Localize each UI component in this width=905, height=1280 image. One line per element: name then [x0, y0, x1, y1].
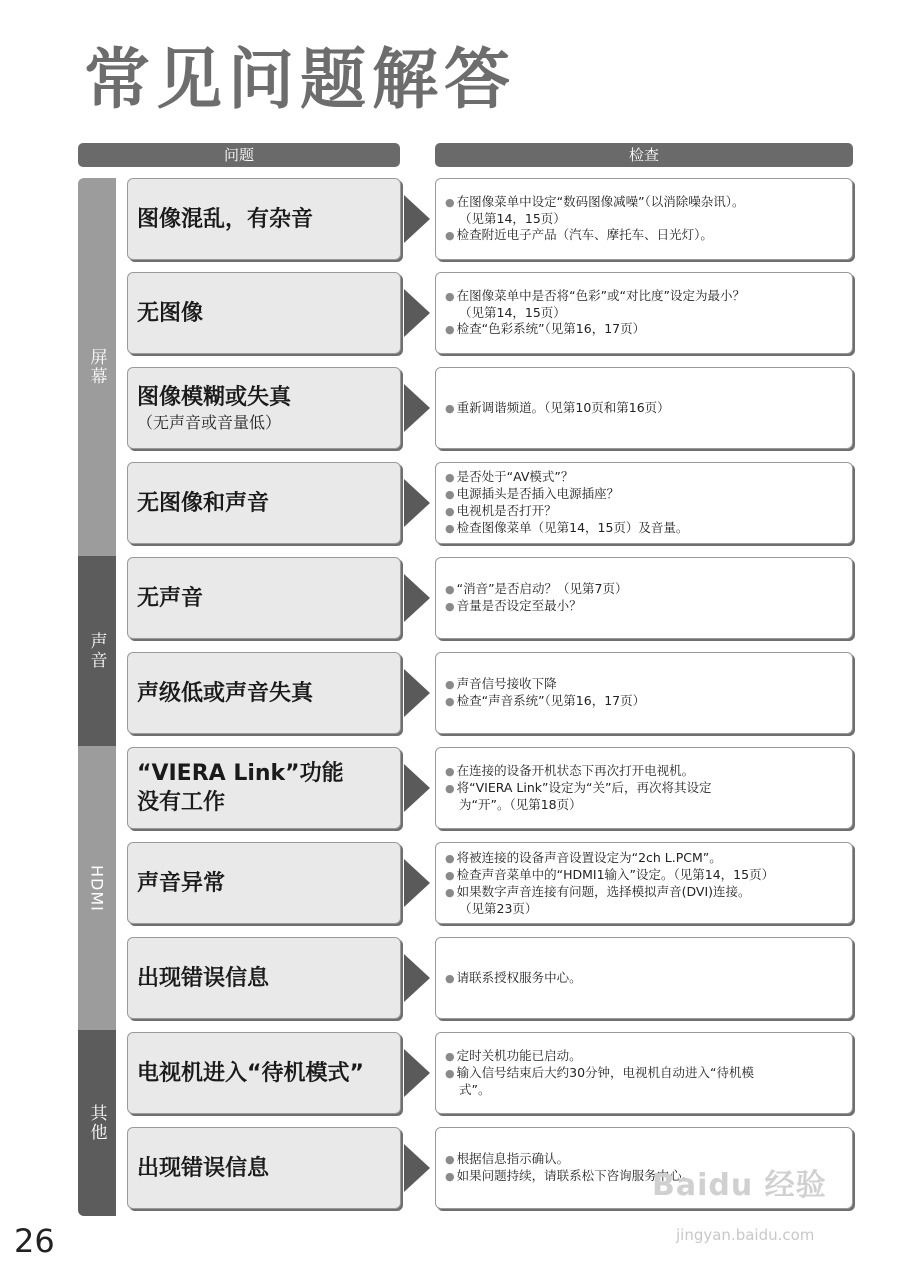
- question-box: [127, 1127, 401, 1209]
- bullet-icon: ●: [445, 695, 455, 708]
- check-item: ● 是否处于“AV模式”？: [445, 469, 574, 484]
- category-other: [78, 1030, 116, 1216]
- check-item: ● 检查声音菜单中的“HDMI1输入”设定。（见第14，15页）: [445, 866, 775, 882]
- faq-row: [127, 747, 855, 831]
- bullet-icon: ●: [445, 1050, 455, 1063]
- check-item: ● 在连接的设备开机状态下再次打开电视机。: [445, 763, 695, 778]
- check-item: ● 如果问题持续，请联系松下咨询服务中心。: [445, 1168, 695, 1183]
- check-item-continuation: 式”。: [459, 1082, 491, 1097]
- bullet-icon: ●: [445, 522, 455, 535]
- bullet-icon: ●: [445, 505, 455, 518]
- faq-row: [127, 652, 855, 736]
- category-hdmi: [78, 746, 116, 1030]
- check-item: ● 电视机是否打开？: [445, 503, 557, 518]
- check-item: ● 检查“色彩系统”（见第16，17页）: [445, 321, 646, 336]
- check-item: ● 音量是否设定至最小？: [445, 598, 582, 613]
- question-box: [127, 178, 401, 260]
- check-item: ● 输入信号结束后大约30分钟，电视机自动进入“待机模: [445, 1065, 754, 1080]
- question-text: 电视机进入“待机模式”: [137, 1060, 364, 1086]
- question-text: 无图像: [137, 300, 204, 326]
- question-text: 图像模糊或失真: [137, 384, 292, 410]
- category-hdmi-label: HDMI: [87, 864, 107, 912]
- bullet-icon: ●: [445, 678, 455, 691]
- faq-row: [127, 842, 855, 926]
- arrow-right-icon: [404, 574, 430, 622]
- arrow-right-icon: [404, 384, 430, 432]
- check-item: ● “消音”是否启动？（见第7页）: [445, 581, 628, 596]
- check-item-continuation: （见第23页）: [459, 900, 538, 916]
- arrow-right-icon: [404, 195, 430, 243]
- question-box: [127, 367, 401, 449]
- watermark-url: jingyan.baidu.com: [676, 1226, 815, 1244]
- question-text: 声音异常: [137, 870, 226, 896]
- bullet-icon: ●: [445, 196, 455, 209]
- check-item-continuation: （见第14，15页）: [459, 305, 566, 320]
- question-text: 无图像和声音: [137, 490, 270, 516]
- question-box: [127, 652, 401, 734]
- category-sound-label: 声音: [86, 632, 107, 670]
- faq-row: [127, 272, 855, 356]
- bullet-icon: ●: [445, 868, 455, 882]
- arrow-right-icon: [404, 669, 430, 717]
- question-text: 声级低或声音失真: [137, 680, 314, 706]
- question-text: “VIERA Link”功能: [137, 761, 344, 786]
- question-box: [127, 1032, 401, 1114]
- faq-row: [127, 462, 855, 546]
- check-box: [435, 747, 853, 829]
- bullet-icon: ●: [445, 401, 455, 415]
- check-item: ● 如果数字声音连接有问题，选择模拟声音(DVI)连接。: [445, 883, 751, 899]
- check-item: ● 定时关机功能已启动。: [445, 1048, 582, 1063]
- check-item: ● 检查“声音系统”（见第16，17页）: [445, 693, 646, 708]
- check-item: ● 声音信号接收下降: [445, 676, 557, 691]
- question-box: [127, 462, 401, 544]
- bullet-icon: ●: [445, 1153, 455, 1166]
- check-item-continuation: （见第14，15页）: [459, 211, 566, 226]
- check-item: ● 请联系授权服务中心。: [445, 969, 582, 985]
- question-text: 无声音: [137, 585, 204, 611]
- bullet-icon: ●: [445, 488, 455, 501]
- question-subtext: （无声音或音量低）: [137, 412, 282, 432]
- check-item: ● 将被连接的设备声音设置设定为“2ch L.PCM”。: [445, 849, 722, 865]
- arrow-right-icon: [404, 1049, 430, 1097]
- category-screen: [78, 178, 116, 556]
- category-screen-label: 屏幕: [86, 348, 107, 386]
- arrow-right-icon: [404, 479, 430, 527]
- check-item: ● 在图像菜单中是否将“色彩”或“对比度”设定为最小？: [445, 288, 746, 303]
- bullet-icon: ●: [445, 1170, 455, 1183]
- check-box: [435, 652, 853, 734]
- bullet-icon: ●: [445, 229, 455, 242]
- question-box: [127, 747, 401, 829]
- bullet-icon: ●: [445, 583, 455, 596]
- question-box: [127, 557, 401, 639]
- faq-row: [127, 557, 855, 641]
- arrow-right-icon: [404, 859, 430, 907]
- bullet-icon: ●: [445, 1067, 455, 1080]
- category-other-label: 其他: [86, 1104, 107, 1142]
- bullet-icon: ●: [445, 782, 455, 795]
- check-item: ● 根据信息指示确认。: [445, 1151, 570, 1166]
- bullet-icon: ●: [445, 600, 455, 613]
- question-text: 出现错误信息: [137, 965, 270, 991]
- page-number: 26: [14, 1222, 55, 1260]
- bullet-icon: ●: [445, 765, 455, 778]
- question-box: [127, 272, 401, 354]
- check-box: [435, 272, 853, 354]
- bullet-icon: ●: [445, 885, 455, 899]
- check-box: [435, 178, 853, 260]
- arrow-right-icon: [404, 289, 430, 337]
- check-box: [435, 937, 853, 1019]
- bullet-icon: ●: [445, 290, 455, 303]
- check-column-header: 检查: [435, 143, 853, 167]
- bullet-icon: ●: [445, 471, 455, 484]
- question-box: [127, 937, 401, 1019]
- watermark-logo: Baidu 经验: [652, 1168, 827, 1203]
- check-box: [435, 367, 853, 449]
- arrow-right-icon: [404, 954, 430, 1002]
- question-text: 图像混乱，有杂音: [137, 206, 314, 232]
- arrow-right-icon: [404, 1144, 430, 1192]
- bullet-icon: ●: [445, 851, 455, 865]
- faq-row: [127, 1032, 855, 1116]
- arrow-right-icon: [404, 764, 430, 812]
- faq-row: [127, 367, 855, 451]
- check-item: ● 将“VIERA Link”设定为“关”后，再次将其设定: [445, 780, 712, 795]
- check-box: [435, 462, 853, 544]
- bullet-icon: ●: [445, 971, 455, 985]
- bullet-icon: ●: [445, 323, 455, 336]
- check-item: ● 检查附近电子产品（汽车、摩托车、日光灯）。: [445, 227, 713, 242]
- page-title: 常见问题解答: [84, 41, 516, 118]
- check-item: ● 电源插头是否插入电源插座？: [445, 486, 620, 501]
- check-box: [435, 842, 853, 924]
- category-sound: [78, 556, 116, 746]
- check-box: [435, 1032, 853, 1114]
- question-text-line2: 没有工作: [137, 790, 226, 815]
- question-text: 出现错误信息: [137, 1155, 270, 1181]
- check-item: ● 在图像菜单中设定“数码图像减噪”（以消除噪杂讯）。: [445, 194, 745, 209]
- question-column-header: 问题: [78, 143, 400, 167]
- check-item-continuation: 为“开”。（见第18页）: [459, 797, 582, 812]
- check-box: [435, 557, 853, 639]
- question-box: [127, 842, 401, 924]
- check-item: ● 检查图像菜单（见第14，15页）及音量。: [445, 520, 689, 535]
- check-item: ● 重新调谐频道。（见第10页和第16页）: [445, 399, 670, 415]
- faq-row: [127, 937, 855, 1021]
- faq-row: [127, 178, 855, 262]
